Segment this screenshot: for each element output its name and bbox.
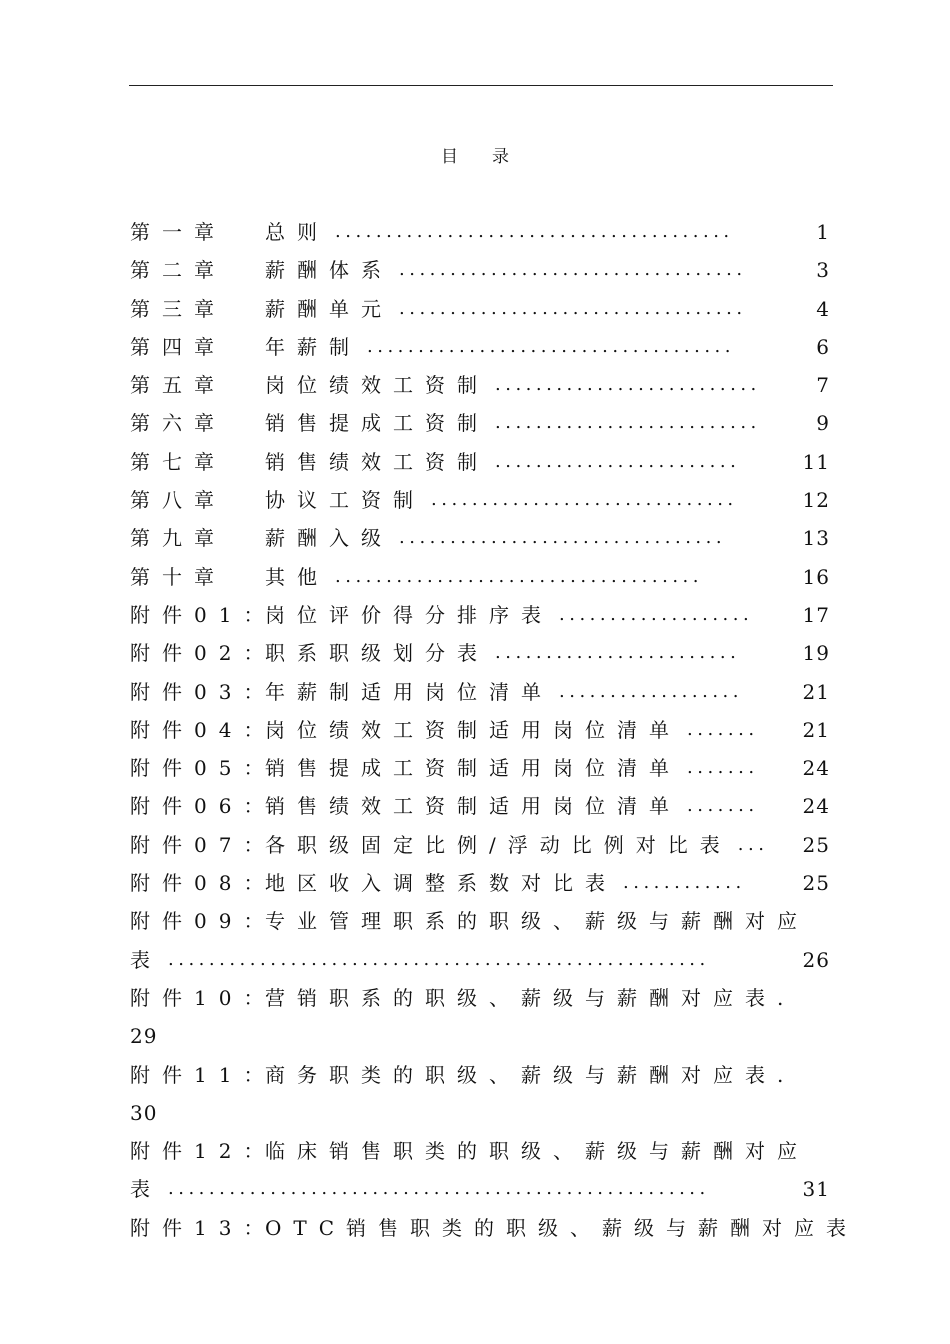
toc-chapter: 附件03：: [130, 679, 276, 704]
toc-chapter: 第四章: [130, 334, 226, 359]
toc-chapter: 附件09：: [130, 909, 276, 934]
toc-leader: ...: [737, 833, 769, 855]
toc-leader: ..............................: [431, 489, 738, 511]
toc-title-text: 各职级固定比例/浮动比例对比表: [265, 832, 732, 857]
toc-title-text: 临床销售职类的职级、薪级与薪酬对应: [265, 1139, 809, 1164]
toc-chapter: 第三章: [130, 296, 226, 321]
toc-page: 31: [802, 1177, 830, 1202]
toc-page: 30: [130, 1100, 158, 1125]
toc-entry[interactable]: [130, 366, 830, 404]
toc-page: 26: [802, 947, 830, 972]
toc-title-text: 销售提成工资制适用岗位清单: [265, 756, 681, 781]
toc-leader: .......: [687, 795, 759, 817]
toc-title-text: 总则: [265, 220, 329, 244]
toc-leader: .....................................................: [168, 948, 710, 970]
toc-page: 4: [816, 296, 830, 321]
toc-entry[interactable]: [130, 749, 830, 787]
toc-title-text: OTC销售职类的职级、薪级与薪酬对应表: [265, 1215, 859, 1240]
toc-chapter: 第十章: [130, 564, 226, 589]
toc-title-text: 商务职类的职级、薪级与薪酬对应表.: [265, 1062, 796, 1087]
toc-leader: ..........................: [495, 412, 761, 434]
toc-title-text: 销售绩效工资制: [265, 449, 489, 474]
toc-title-text: 岗位绩效工资制适用岗位清单: [265, 717, 681, 742]
toc-entry[interactable]: [130, 979, 830, 1017]
toc-page: 7: [816, 373, 830, 398]
toc-entry[interactable]: [130, 673, 830, 711]
toc-chapter: 附件04：: [130, 717, 276, 742]
toc-leader: ..........................: [495, 374, 761, 396]
toc-chapter: 附件11：: [130, 1062, 276, 1087]
toc-leader: .......: [687, 757, 759, 779]
toc-page: 25: [802, 832, 830, 857]
toc-page: 9: [816, 411, 830, 436]
toc-leader: ........................: [495, 642, 741, 664]
toc-title-text: 销售绩效工资制适用岗位清单: [265, 794, 681, 819]
toc-title-text: 地区收入调整系数对比表: [265, 871, 617, 896]
toc-chapter: 第九章: [130, 526, 226, 551]
toc-title-text: 薪酬单元: [265, 296, 393, 321]
toc-chapter: 附件02：: [130, 641, 276, 666]
toc-entry[interactable]: [130, 519, 830, 557]
toc-leader: .....................................................: [168, 1178, 710, 1200]
toc-title-text: 协议工资制: [265, 488, 425, 513]
toc-title-text: 销售提成工资制: [265, 411, 489, 436]
toc-chapter: 附件01：: [130, 602, 276, 627]
toc-chapter: 第五章: [130, 373, 226, 398]
toc-chapter: 第八章: [130, 488, 226, 513]
toc-title-text: 专业管理职系的职级、薪级与薪酬对应: [265, 909, 809, 934]
toc-title-text: 薪酬体系: [265, 258, 393, 283]
toc-chapter: 第一章: [130, 220, 226, 244]
toc-chapter: 附件13：: [130, 1215, 276, 1240]
toc-page: 24: [802, 756, 830, 781]
toc-title-text: 表: [130, 947, 162, 972]
toc-page: 17: [802, 602, 830, 627]
toc-page: 12: [802, 488, 830, 513]
toc-title-text: 年薪制适用岗位清单: [265, 679, 553, 704]
toc-page: 24: [802, 794, 830, 819]
toc-title-text: 营销职系的职级、薪级与薪酬对应表.: [265, 985, 796, 1010]
toc-entry[interactable]: [130, 787, 830, 825]
toc-leader: ................................: [399, 527, 727, 549]
toc-leader: ..................: [559, 680, 743, 702]
toc-entry[interactable]: [130, 711, 830, 749]
toc-entry[interactable]: [130, 596, 830, 634]
toc-entry[interactable]: [130, 213, 830, 251]
toc-page: 21: [802, 679, 830, 704]
toc-chapter: 附件12：: [130, 1139, 276, 1164]
toc-page: 21: [802, 717, 830, 742]
toc-chapter: 第六章: [130, 411, 226, 436]
toc-entry[interactable]: [130, 481, 830, 519]
toc-leader: ..................................: [399, 297, 747, 319]
toc-chapter: 附件10：: [130, 985, 276, 1010]
toc-title: 目录: [441, 147, 543, 167]
toc-title-text: 岗位评价得分排序表: [265, 602, 553, 627]
toc-page: 16: [802, 564, 830, 589]
toc-title-text: 表: [130, 1177, 162, 1202]
toc-page: 29: [130, 1024, 158, 1049]
toc-page: 3: [816, 258, 830, 283]
toc-entry[interactable]: [130, 251, 830, 289]
table-of-contents: [130, 213, 859, 1247]
toc-title-text: 薪酬入级: [265, 526, 393, 551]
toc-entry[interactable]: [130, 864, 830, 902]
toc-entry-continuation[interactable]: [130, 1094, 830, 1132]
toc-page: 19: [802, 641, 830, 666]
toc-leader: ....................................: [367, 335, 735, 357]
toc-entry[interactable]: [130, 902, 830, 940]
toc-entry[interactable]: [130, 1209, 859, 1247]
toc-chapter: 附件08：: [130, 871, 276, 896]
toc-entry[interactable]: [130, 558, 830, 596]
toc-entry[interactable]: [130, 290, 830, 328]
toc-leader: .......................................: [335, 221, 734, 242]
toc-entry[interactable]: [130, 1132, 830, 1170]
toc-title-text: 年薪制: [265, 334, 361, 359]
header-rule: [129, 85, 833, 86]
toc-entry[interactable]: [130, 634, 830, 672]
toc-title-text: 职系职级划分表: [265, 641, 489, 666]
toc-leader: ............: [623, 872, 746, 894]
toc-entry[interactable]: [130, 443, 830, 481]
toc-entry-continuation[interactable]: [130, 941, 830, 979]
toc-page: 6: [816, 334, 830, 359]
toc-entry-continuation[interactable]: [130, 1170, 830, 1208]
toc-leader: ....................................: [335, 565, 703, 587]
toc-chapter: 附件05：: [130, 756, 276, 781]
toc-title-text: 其他: [265, 564, 329, 589]
toc-page: 25: [802, 871, 830, 896]
toc-entry[interactable]: [130, 826, 830, 864]
toc-chapter: 第七章: [130, 449, 226, 474]
toc-leader: ........................: [495, 450, 741, 472]
toc-page: 1: [816, 220, 830, 244]
toc-leader: ..................................: [399, 259, 747, 281]
toc-entry[interactable]: [130, 1056, 830, 1094]
toc-chapter: 附件06：: [130, 794, 276, 819]
toc-chapter: 附件07：: [130, 832, 276, 857]
toc-title-text: 岗位绩效工资制: [265, 373, 489, 398]
toc-page: 13: [802, 526, 830, 551]
toc-entry-continuation[interactable]: [130, 1017, 830, 1055]
toc-page: 11: [802, 449, 830, 474]
toc-entry[interactable]: [130, 404, 830, 442]
toc-leader: .......: [687, 718, 759, 740]
toc-leader: ...................: [559, 603, 754, 625]
toc-chapter: 第二章: [130, 258, 226, 283]
toc-entry[interactable]: [130, 328, 830, 366]
